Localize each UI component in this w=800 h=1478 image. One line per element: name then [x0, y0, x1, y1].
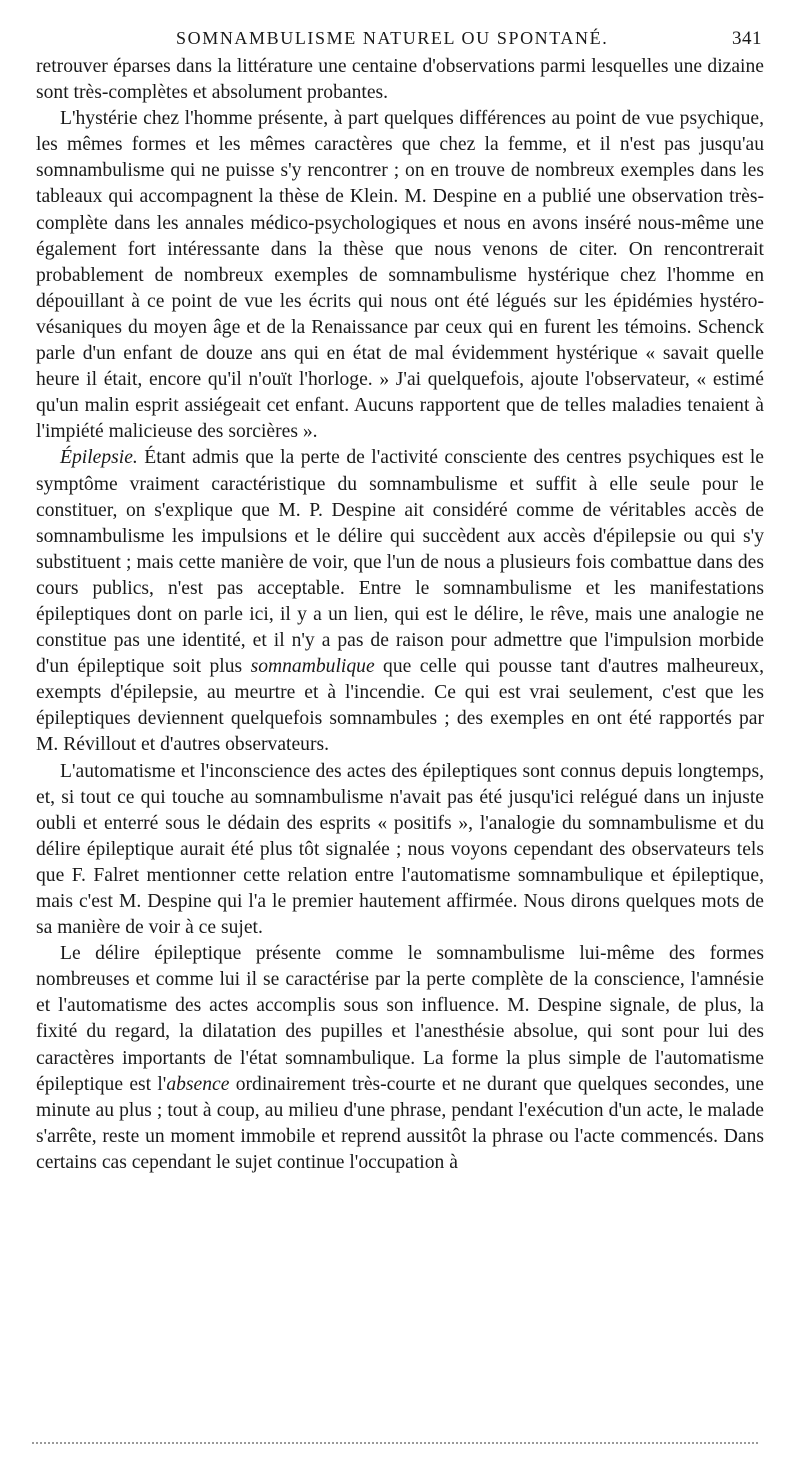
paragraph-text: ordinairement très-courte et ne durant que quelques secondes, une minute au plus ; tout à coup, au milieu d'une phrase, pendant l'exécution d'un acte, le malade s'arrête, reste un moment immobile et reprend aussitôt la phrase ou l'acte commencés. Dans certains cas cependant le sujet continue l'occupation à — [36, 1073, 765, 1173]
paragraph-hysteria-in-men — [36, 106, 764, 445]
italic-term: somnambulique — [250, 656, 375, 678]
italic-term: absence — [166, 1073, 230, 1095]
paragraph-automatism — [36, 759, 764, 942]
section-lead-epilepsy: Épilepsie. — [60, 447, 138, 469]
paragraph-continuation — [36, 54, 764, 106]
running-title: SOMNAMBULISME NATUREL OU SPONTANÉ. — [176, 28, 609, 48]
paragraph-text: L'hystérie chez l'homme présente, à part quelques différences au point de vue psychique, les mêmes formes et les mêmes caractères que chez la femme, et il n'est pas jusqu'au somnambulisme qui ne puisse s'y rencontrer ; on en trouve de nombreux exemples dans les tableaux qui accompagnent la thèse de Klein. M. Despine en a publié une observation très-complète dans les annales médico-psychologiques et nous en avons inséré nous-même une également fort intéressante dans la thèse que nous venons de citer. On rencontrerait probablement de nombreux exemples de somnambulisme hystérique chez l'homme en dépouillant à ce point de vue les écrits qui nous ont été légués sur les épidémies hystéro-vésaniques du moyen âge et de la Renaissance par ceux qui en furent les témoins. Schenck parle d'un enfant de douze ans qui en état de mal évidemment hystérique « savait quelle heure il était, encore qu'il n'ouït l'horloge. » J'ai quelquefois, ajoute l'observateur, « estimé qu'un malin esprit assiégeait cet enfant. Aucuns rapportent que de telles maladies tenaient à l'impiété malicieuse des sorcières ». — [36, 108, 764, 443]
page-number: 341 — [732, 28, 762, 49]
book-page — [36, 28, 764, 1176]
paragraph-epilepsy — [36, 445, 764, 758]
running-head — [36, 28, 764, 54]
paragraph-epileptic-delirium — [36, 941, 764, 1176]
paragraph-text: que celle qui pousse tant d'autres malheureux, exempts d'épilepsie, au meurtre et à l'incendie. Ce qui est vrai seulement, c'est que les épileptiques deviennent quelquefois somnambules ; des exemples en ont été rapportés par M. Révillout et d'autres observateurs. — [36, 656, 764, 756]
paragraph-text: Étant admis que la perte de l'activité consciente des centres psychiques est le symptôme vraiment caractéristique du somnambulisme et suffit à elle seule pour le constituer, on s'explique que M. P. Despine ait considéré comme de véritables accès de somnambulisme les impulsions et le délire qui succèdent aux accès d'épilepsie ou qui s'y substituent ; mais cette manière de voir, que l'un de nous a plusieurs fois combattue dans des cours publics, n'est pas acceptable. Entre le somnambulisme et les manifestations épileptiques dont on parle ici, il y a un lien, qui est le délire, le rêve, mais une analogie ne constitue pas une identité, et il n'y a pas de raison pour admettre que l'impulsion morbide d'un épileptique soit plus — [36, 447, 764, 678]
paragraph-text: retrouver éparses dans la littérature une centaine d'observations parmi lesquelles une dizaine sont très-complètes et absolument probantes. — [36, 56, 764, 104]
cut-off-next-line — [32, 1442, 758, 1448]
body-text — [36, 54, 764, 1176]
paragraph-text: Le délire épileptique présente comme le somnambulisme lui-même des formes nombreuses et comme lui il se caractérise par la perte complète de la conscience, l'amnésie et l'automatisme des actes accomplis sous son influence. M. Despine signale, de plus, la fixité du regard, la dilatation des pupilles et l'anesthésie absolue, qui sont pour lui des caractères importants de l'état somnambulique. La forme la plus simple de l'automatisme épileptique est l' — [36, 943, 764, 1095]
paragraph-text: L'automatisme et l'inconscience des actes des épileptiques sont connus depuis longtemps, et, si tout ce qui touche au somnambulisme n'avait pas été jusqu'ici relégué dans un injuste oubli et enterré sous le dédain des esprits « positifs », l'analogie du somnambulisme et du délire épileptique aurait été plus tôt signalée ; nous voyons cependant des observateurs tels que F. Falret mentionner cette relation entre l'automatisme somnambulique et épileptique, mais c'est M. Despine qui l'a le premier hautement affirmée. Nous dirons quelques mots de sa manière de voir à ce sujet. — [36, 760, 764, 939]
